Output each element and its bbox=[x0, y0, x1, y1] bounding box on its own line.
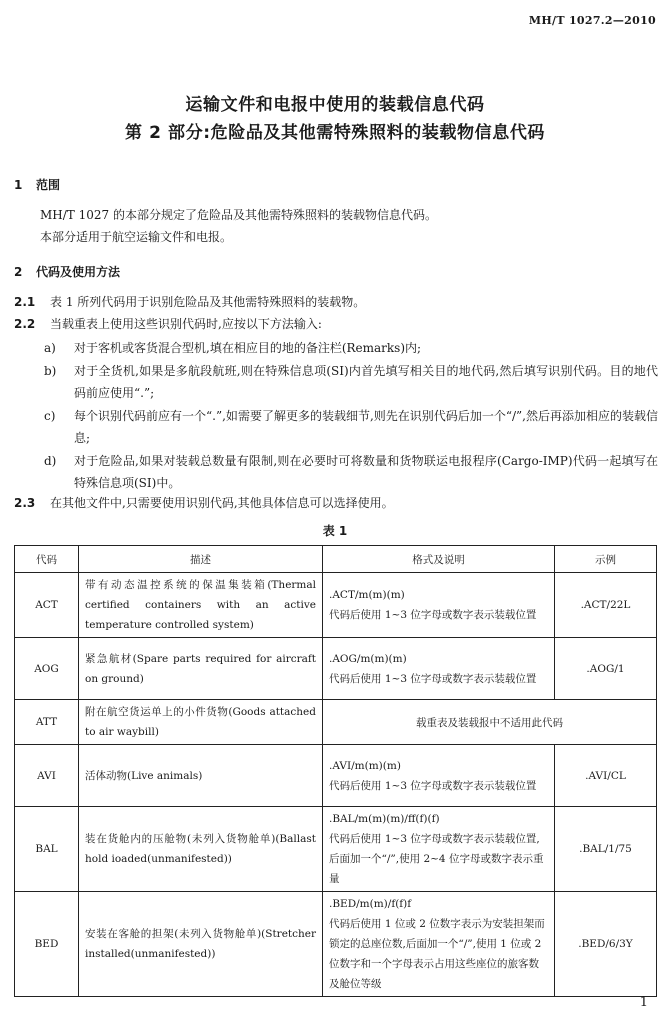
code-cell: BED bbox=[15, 892, 79, 997]
list-item-label: c) bbox=[44, 409, 56, 423]
page-number: 1 bbox=[639, 995, 648, 1010]
format-cell bbox=[323, 807, 555, 892]
clause-2-2 bbox=[14, 314, 322, 334]
column-header: 代码 bbox=[15, 546, 79, 573]
code-cell: ACT bbox=[15, 573, 79, 638]
list-item-text: 对于全货机,如果是多航段航班,则在特殊信息项(SI)内首先填写相关目的地代码,然后填写识别代码。目的地代码前应使用“.”; bbox=[74, 364, 658, 400]
section-1-heading bbox=[14, 176, 60, 193]
document-title-line2: 第 2 部分:危险品及其他需特殊照料的装载物信息代码 bbox=[124, 123, 546, 143]
clause-text: 当载重表上使用这些识别代码时,应按以下方法输入: bbox=[50, 317, 322, 331]
paragraph: 本部分适用于航空运输文件和电报。 bbox=[40, 230, 233, 244]
format-cell bbox=[323, 892, 555, 997]
list-item bbox=[44, 450, 658, 494]
section-title: 范围 bbox=[36, 178, 61, 192]
column-header: 示例 bbox=[555, 546, 657, 573]
list-item-label: a) bbox=[44, 341, 56, 355]
table-row bbox=[15, 745, 657, 807]
table-row bbox=[15, 573, 657, 638]
format-note: 代码后使用 1~3 位字母或数字表示装载位置,后面加一个“/”,使用 2~4 位字母或数字表示重量 bbox=[329, 833, 544, 885]
format-note: 代码后使用 1 位或 2 位数字表示为安装担架而锁定的总座位数,后面加一个“/”,使用 1 位或 2 位数字和一个字母表示占用这些座位的旅客数及舱位等级 bbox=[329, 918, 545, 990]
paragraph: MH/T 1027 的本部分规定了危险品及其他需特殊照料的装载物信息代码。 bbox=[40, 208, 437, 222]
clause-number: 2.3 bbox=[14, 496, 36, 510]
section-2-heading bbox=[14, 263, 120, 280]
clause-number: 2.2 bbox=[14, 317, 36, 331]
format-note: 代码后使用 1~3 位字母或数字表示装载位置 bbox=[329, 609, 537, 621]
list-item-label: d) bbox=[44, 454, 57, 468]
code-cell: AVI bbox=[15, 745, 79, 807]
table-row bbox=[15, 807, 657, 892]
format-syntax: .AOG/m(m)(m) bbox=[329, 652, 407, 665]
example-cell: .BED/6/3Y bbox=[555, 892, 657, 997]
list-item-label: b) bbox=[44, 364, 57, 378]
list-item bbox=[44, 360, 658, 404]
format-syntax: .BED/m(m)/f(f)f bbox=[329, 898, 412, 910]
list-item-text: 对于危险品,如果对装载总数量有限制,则在必要时可将数量和货物联运电报程序(Cargo-IMP)代码一起填写在特殊信息项(SI)中。 bbox=[74, 454, 658, 490]
list-item-text: 每个识别代码前应有一个“.”,如需要了解更多的装载细节,则先在识别代码后加一个“/”,然后再添加相应的装载信息; bbox=[74, 409, 658, 445]
table-caption: 表 1 bbox=[322, 524, 348, 538]
description-cell: 带有动态温控系统的保温集装箱(Thermal certified containers with an active temperature controlled system) bbox=[79, 573, 323, 638]
clause-text: 表 1 所列代码用于识别危险品及其他需特殊照料的装载物。 bbox=[50, 295, 366, 309]
description-cell: 安装在客舱的担架(未列入货物舱单)(Stretcher installed(unmanifested)) bbox=[79, 892, 323, 997]
description-cell: 附在航空货运单上的小件货物(Goods attached to air waybill) bbox=[79, 700, 323, 745]
description-cell: 活体动物(Live animals) bbox=[79, 745, 323, 807]
section-title: 代码及使用方法 bbox=[36, 265, 121, 279]
example-cell: .BAL/1/75 bbox=[555, 807, 657, 892]
description-cell: 紧急航材(Spare parts required for aircraft on ground) bbox=[79, 638, 323, 700]
section-number: 2 bbox=[14, 265, 23, 279]
clause-2-3 bbox=[14, 493, 394, 513]
table-header-row bbox=[15, 546, 657, 573]
code-cell: ATT bbox=[15, 700, 79, 745]
example-cell: .AOG/1 bbox=[555, 638, 657, 700]
clause-text: 在其他文件中,只需要使用识别代码,其他具体信息可以选择使用。 bbox=[50, 496, 394, 510]
code-cell: BAL bbox=[15, 807, 79, 892]
description-cell: 装在货舱内的压舱物(未列入货物舱单)(Ballast hold ioaded(unmanifested)) bbox=[79, 807, 323, 892]
code-table bbox=[14, 545, 657, 997]
list-item bbox=[44, 405, 658, 449]
format-note: 代码后使用 1~3 位字母或数字表示装载位置 bbox=[329, 779, 537, 792]
table-row bbox=[15, 700, 657, 745]
document-title-line1: 运输文件和电报中使用的装载信息代码 bbox=[185, 95, 485, 115]
format-cell-merged: 载重表及装载报中不适用此代码 bbox=[323, 700, 657, 745]
format-cell bbox=[323, 745, 555, 807]
format-syntax: .BAL/m(m)(m)/ff(f)(f) bbox=[329, 813, 440, 825]
code-cell: AOG bbox=[15, 638, 79, 700]
table-row bbox=[15, 892, 657, 997]
format-cell bbox=[323, 573, 555, 638]
format-syntax: .ACT/m(m)(m) bbox=[329, 589, 405, 601]
format-note: 代码后使用 1~3 位字母或数字表示装载位置 bbox=[329, 672, 537, 685]
column-header: 格式及说明 bbox=[323, 546, 555, 573]
list-item-text: 对于客机或客货混合型机,填在相应目的地的备注栏(Remarks)内; bbox=[74, 341, 422, 355]
clause-2-1 bbox=[14, 292, 365, 312]
standard-code: MH/T 1027.2—2010 bbox=[528, 14, 656, 27]
example-cell: .ACT/22L bbox=[555, 573, 657, 638]
column-header: 描述 bbox=[79, 546, 323, 573]
section-number: 1 bbox=[14, 178, 23, 192]
clause-number: 2.1 bbox=[14, 295, 36, 309]
list-item bbox=[44, 337, 658, 359]
table-row bbox=[15, 638, 657, 700]
example-cell: .AVI/CL bbox=[555, 745, 657, 807]
format-syntax: .AVI/m(m)(m) bbox=[329, 759, 401, 772]
format-cell bbox=[323, 638, 555, 700]
